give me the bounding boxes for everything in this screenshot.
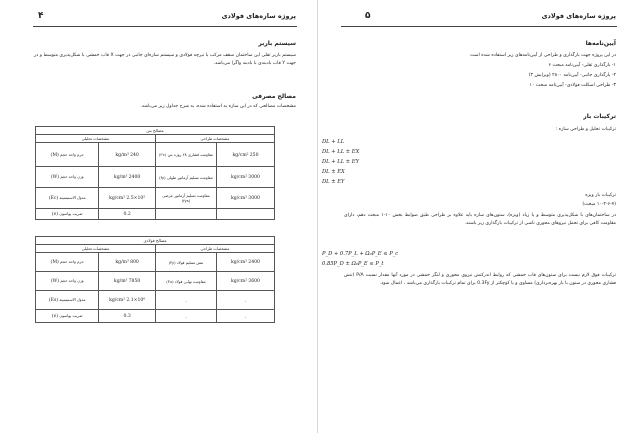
table-row: 250 kg/cm² مقاومت فشاری ۲۸ روزه بتن (f'c) 240 kg/m³ جرم واحد حجم (M) [36,143,275,167]
concrete-col-right: مشخصات طراحی [155,135,274,143]
right-header-rule [341,26,617,27]
left-page [0,0,316,433]
left-header-rule [33,26,297,27]
materials-heading: مصالح مصرفی [252,93,296,100]
right-header-title: پروژه سازه‌های فولادی [541,12,616,20]
steel-table-title: مصالح فولادی [36,237,275,245]
closing-paragraph: ترکیبات فوق لازم نیست برای ستون‌های قاب خمشی که روابط اندرکنش نیروی محوری و لنگر خمشی در مورد آنها مقدار نسبت P/A (تنش فشاری محوری در ستون با بار بهره‌برداری) مساوی و یا کوچکتر از 0.3Fy برای تمام ترکیبات بارگذاری می‌باشد ، اعمال شود. [344,273,616,286]
left-page-number: ۴ [38,11,44,21]
system-heading: سیستم باربر [258,40,296,47]
codes-item-2: ۲- بارگذاری جانبی- آیین‌نامه ۲۸۰۰ (ویرایش ۳) [528,73,616,78]
right-page-number: ۵ [365,11,371,21]
combo-1: DL + LL [322,139,345,145]
special-title: ترکیبات بار ویژه [585,193,616,198]
table-row: 2400 kg/cm² تنش تسلیم فولاد (Fy) 800 kg/m³ جرم واحد حجم (M) [36,253,275,272]
system-paragraph: سیستم باربر ثقلی این ساختمان سقف مرکب با تیرچه فولادی و سیستم سازه‌ای جانبی در جهت X قاب خمشی با شکل‌پذیری متوسط و در جهت Y قاب بادبندی با بادبند واگرا می‌باشد. [34,53,296,66]
combo-5: DL ± EY [322,179,345,185]
special-equation-1: P_D + 0.7P_L + Ω₀P_E ≤ P_c [322,251,399,257]
concrete-col-left: مشخصات تحلیلی [36,135,156,143]
steel-col-right: مشخصات طراحی [155,245,274,253]
steel-col-left: مشخصات تحلیلی [36,245,156,253]
concrete-table [35,126,275,220]
right-page [319,0,636,433]
page-gutter [317,0,318,433]
table-row: 3600 kg/cm² مقاومت نهایی فولاد (Fu) 7850 kg/m³ وزن واحد حجم (W) [36,272,275,291]
concrete-table-title: مصالح بتن [36,127,275,135]
codes-heading: آیین‌نامه‌ها [585,40,616,47]
table-row: 3000 kg/cm² مقاومت تسلیم آرماتور طولی (fy) 2400 kg/m³ وزن واحد حجم (W) [36,167,275,188]
combos-heading: ترکیبات بار [583,113,616,120]
steel-table [35,236,275,323]
table-row: - - 2.1×10⁶ kg/cm² مدول الاستیسیته (Es) [36,291,275,310]
table-row: - - 0.3 ضریب پواسون (ν) [36,310,275,323]
special-ref: (۱۰-۲-۶-۷ مبحث) [582,202,616,207]
special-equation-2: 0.85P_D ± Ω₀P_E ≤ P_t [322,261,384,267]
combo-4: DL ± EX [322,169,345,175]
special-paragraph: در ساختمان‌های با شکل‌پذیری متوسط و یا زیاد (ویژه)، ستون‌های سازه باید علاوه بر طراحی طبق ضوابط بخش ۱۰-۱ مبحث دهم، دارای مقاومت کافی برای تحمل نیروهای محوری ناشی از ترکیبات بارگذاری زیر باشند. [344,213,616,226]
combo-2: DL + LL ± EX [322,149,360,155]
codes-intro: در این پروژه جهت بارگذاری و طراحی از آیین‌نامه‌های زیر استفاده شده است [470,53,616,58]
materials-paragraph: مشخصات مصالحی که در این سازه به استفاده شده، به شرح جداول زیر می‌باشد. [140,104,296,109]
codes-item-3: ۳- طراحی اسکلت فولادی- آیین‌نامه مبحث ۱۰ [529,83,616,88]
combo-3: DL + LL ± EY [322,159,359,165]
table-row: 0.2 ضریب پواسون (ν) [36,209,275,220]
combos-intro: ترکیبات تحلیل و طراحی سازه : [555,127,616,132]
codes-item-1: ۱- بارگذاری ثقلی- آیین‌نامه مبحث ۶ [548,63,616,68]
table-row: 3000 kg/cm² مقاومت تسلیم آرماتور عرضی (fys) 2.5×10⁵ kg/cm² مدول الاستیسیته (Ec) [36,188,275,209]
left-header-title: پروژه سازه‌های فولادی [221,12,296,20]
